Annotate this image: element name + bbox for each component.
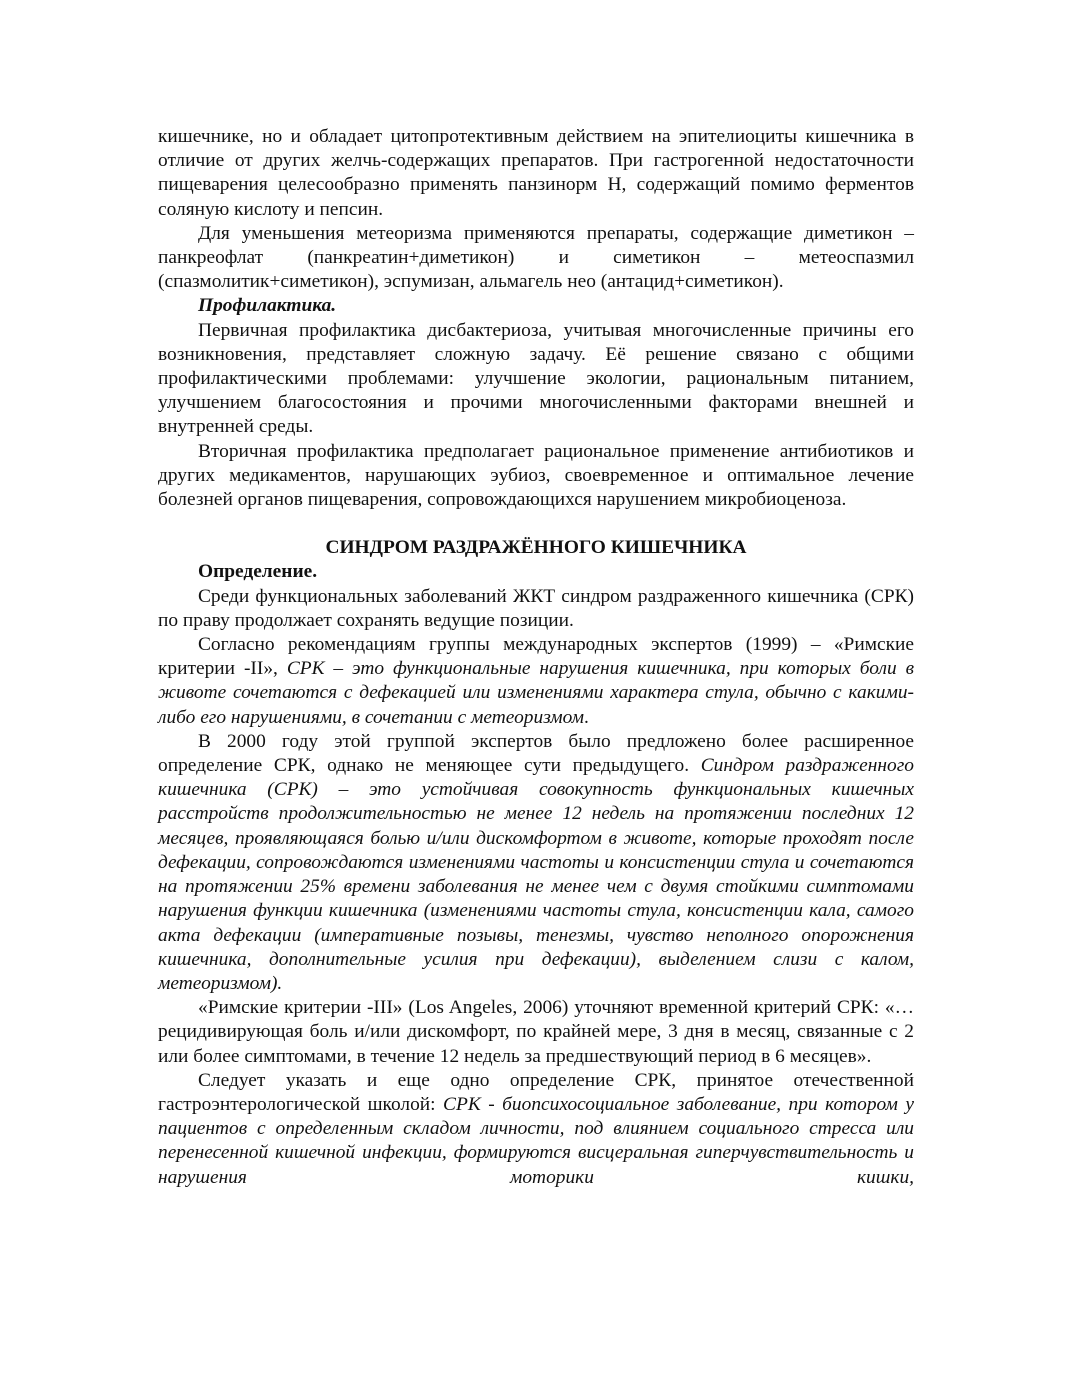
national-definition-text: Следует указать и еще одно определение СРК, принятое отечественной гастроэнтерологической школой: [158,1069,914,1115]
rome-ii-end: . [584,706,589,728]
rome-ii-definition: СРК – это функциональные нарушения кишечника, при которых боли в животе сочетаются с дефекацией или изменениями характера стула, обычно с какими-либо его нарушениями, в сочетании с метеоризмом [158,658,914,728]
definition-2000-text: В 2000 году этой группой экспертов было предложено более расширенное определение СРК, однако не меняющее сути предыдущего. [158,730,914,777]
paragraph-ibs-intro: Среди функциональных заболеваний ЖКТ синдром раздраженного кишечника (СРК) по праву продолжает сохранять ведущие позиции. [158,585,914,631]
paragraph-rome-iii: «Римские критерии -III» (Los Angeles, 2006) уточняют временной критерий СРК: «…рецидивирующая боль и/или дискомфорт, по крайней мере, 3 дня в месяц, связанные с 2 или более симптомами, в течение 12 недель за предшествующий период в 6 месяцев». [158,997,914,1067]
paragraph-national-definition [158,1069,914,1190]
definition-2000-italic: Синдром раздраженного кишечника (СРК) – это устойчивая совокупность функциональных кишечных расстройств продолжительностью не менее 12 недель на протяжении последних 12 месяцев, проявляющаяся болью и/или дискомфортом в животе, которые проходят после дефекации, сопровождаются изменениями частоты и консистенции стула и сочетаются на протяжении 25% времени заболевания не менее чем с двумя стойкими симптомами нарушения функции кишечника (изменениями частоты стула, консистенции кала, самого акта дефекации (императивные позывы, тенезмы, чувство неполного опорожнения кишечника, дополнительные усилия при дефекации), выделением слизи с калом, метеоризмом). [158,755,914,994]
document-page [158,125,914,1190]
paragraph-meteorism: Для уменьшения метеоризма применяются препараты, содержащие диметикон – панкреофлат (панкреатин+диметикон) и симетикон – метеоспазмил (спазмолитик+симетикон), эспумизан, альмагель нео (антацид+симетикон). [158,222,914,293]
section-title: СИНДРОМ РАЗДРАЖЁННОГО КИШЕЧНИКА [325,537,747,559]
paragraph-rome-ii [158,633,914,730]
prophylaxis-heading: Профилактика. [198,295,337,317]
rome-ii-text: Согласно рекомендациям группы международных экспертов (1999) – «Римские критерии -II», [158,634,914,680]
paragraph-enzymes: кишечнике, но и обладает цитопротективным действием на эпителиоциты кишечника в отличие от других желчь-содержащих препаратов. При гастрогенной недостаточности пищеварения целесообразно применять панзинорм Н, содержащий помимо ферментов соляную кислоту и пепсин. [158,126,914,220]
definition-heading: Определение. [198,561,318,583]
national-definition-italic: СРК - биопсихосоциальное заболевание, при котором у пациентов с определенным складом личности, под влиянием социального стресса или перенесенной кишечной инфекции, формируются висцеральная гиперчувствительность и нарушения моторики кишки, [158,1093,914,1188]
paragraph-primary-prophylaxis: Первичная профилактика дисбактериоза, учитывая многочисленные причины его возникновения, представляет сложную задачу. Её решение связано с общими профилактическими проблемами: улучшение экологии, рациональным питанием, улучшением благосостояния и прочими многочисленными факторами внешней и внутренней среды. [158,319,914,438]
paragraph-secondary-prophylaxis: Вторичная профилактика предполагает рациональное применение антибиотиков и других медикаментов, нарушающих эубиоз, своевременное и оптимальное лечение болезней органов пищеварения, сопровождающихся нарушением микробиоценоза. [158,440,914,511]
paragraph-2000-definition [158,730,914,996]
